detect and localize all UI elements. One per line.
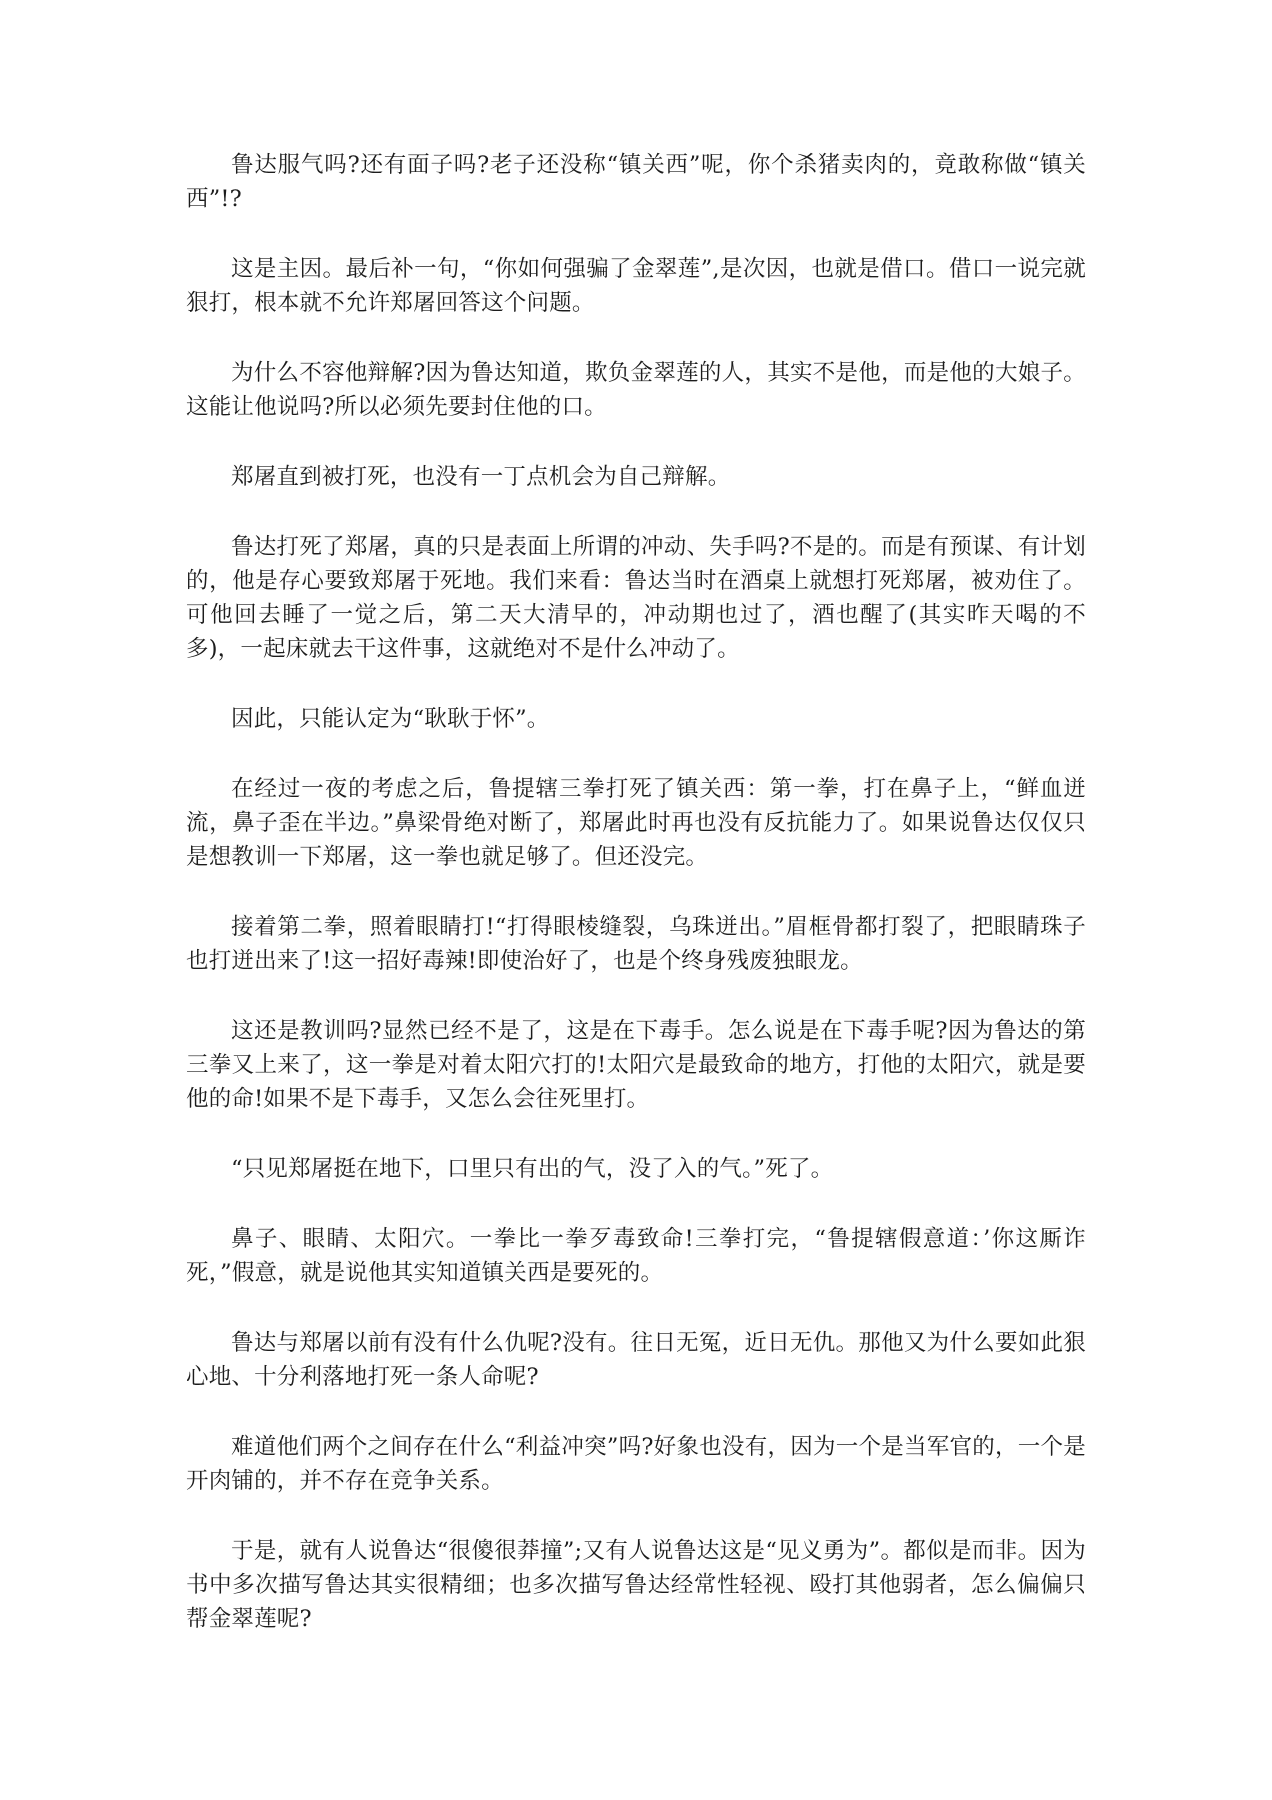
- paragraph: 鼻子、眼睛、太阳穴。一拳比一拳歹毒致命!三拳打完，“鲁提辖假意道：’你这厮诈死，”假意，就是说他其实知道镇关西是要死的。: [186, 1226, 1086, 1286]
- paragraph: 鲁达打死了郑屠，真的只是表面上所谓的冲动、失手吗?不是的。而是有预谋、有计划的，他是存心要致郑屠于死地。我们来看：鲁达当时在酒桌上就想打死郑屠，被劝住了。可他回去睡了一觉之后，第二天大清早的，冲动期也过了，酒也醒了(其实昨天喝的不多)，一起床就去干这件事，这就绝对不是什么冲动了。: [186, 534, 1086, 662]
- paragraph: 鲁达服气吗?还有面子吗?老子还没称“镇关西”呢，你个杀猪卖肉的，竟敢称做“镇关西”!?: [186, 152, 1086, 212]
- paragraph: 于是，就有人说鲁达“很傻很莽撞”;又有人说鲁达这是“见义勇为”。都似是而非。因为书中多次描写鲁达其实很精细；也多次描写鲁达经常性轻视、殴打其他弱者，怎么偏偏只帮金翠莲呢?: [186, 1538, 1086, 1632]
- paragraph: 这是主因。最后补一句，“你如何强骗了金翠莲”,是次因，也就是借口。借口一说完就狠打，根本就不允许郑屠回答这个问题。: [186, 256, 1086, 316]
- paragraph: 鲁达与郑屠以前有没有什么仇呢?没有。往日无冤，近日无仇。那他又为什么要如此狠心地、十分利落地打死一条人命呢?: [186, 1330, 1086, 1390]
- document-body: [186, 148, 1086, 1672]
- paragraph: 因此，只能认定为“耿耿于怀”。: [231, 706, 550, 732]
- paragraph: 难道他们两个之间存在什么“利益冲突”吗?好象也没有，因为一个是当军官的，一个是开肉铺的，并不存在竞争关系。: [186, 1434, 1086, 1494]
- paragraph: 接着第二拳，照着眼睛打!“打得眼棱缝裂，乌珠迸出。”眉框骨都打裂了，把眼睛珠子也打迸出来了!这一招好毒辣!即使治好了，也是个终身残废独眼龙。: [186, 914, 1086, 974]
- paragraph: 为什么不容他辩解?因为鲁达知道，欺负金翠莲的人，其实不是他，而是他的大娘子。这能让他说吗?所以必须先要封住他的口。: [186, 360, 1086, 420]
- paragraph: 郑屠直到被打死，也没有一丁点机会为自己辩解。: [231, 464, 731, 490]
- paragraph: “只见郑屠挺在地下，口里只有出的气，没了入的气。”死了。: [231, 1156, 834, 1182]
- paragraph: 在经过一夜的考虑之后，鲁提辖三拳打死了镇关西：第一拳，打在鼻子上，“鲜血迸流，鼻子歪在半边。”鼻梁骨绝对断了，郑屠此时再也没有反抗能力了。如果说鲁达仅仅只是想教训一下郑屠，这一拳也就足够了。但还没完。: [186, 776, 1086, 870]
- paragraph: 这还是教训吗?显然已经不是了，这是在下毒手。怎么说是在下毒手呢?因为鲁达的第三拳又上来了，这一拳是对着太阳穴打的!太阳穴是最致命的地方，打他的太阳穴，就是要他的命!如果不是下毒手，又怎么会往死里打。: [186, 1018, 1086, 1112]
